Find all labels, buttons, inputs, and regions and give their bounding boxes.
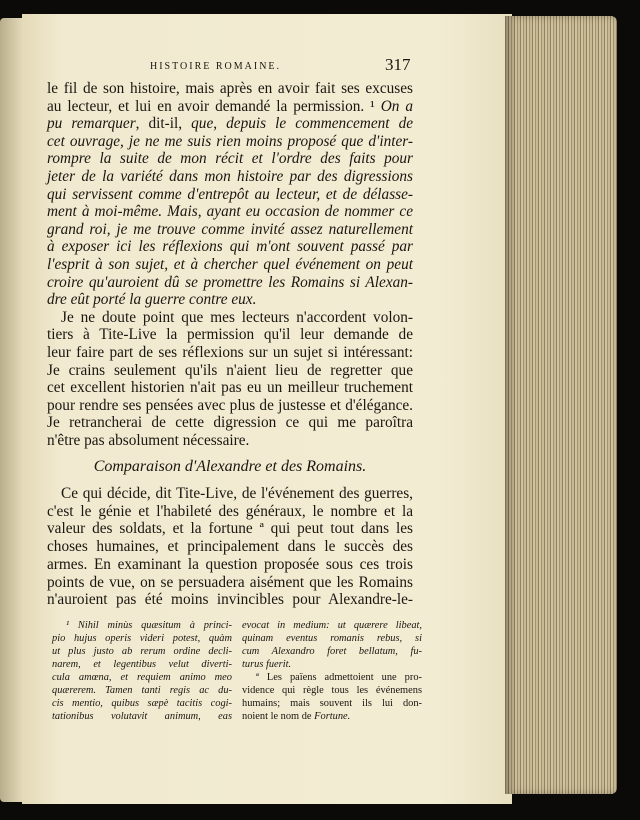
text: leur faire part de ses réflexions sur un sujet si intéressant: bbox=[47, 343, 413, 361]
footnote-right-column bbox=[242, 619, 422, 723]
italic-text: cet ouvrage, je ne me suis rien moins proposé que d'inter- bbox=[47, 132, 413, 150]
text: pour rendre ses pensées avec plus de justesse et d'élégance. bbox=[47, 396, 413, 414]
text: ª Les païens admettoient une pro- bbox=[256, 672, 422, 683]
text-line bbox=[52, 684, 232, 697]
text-line bbox=[242, 632, 422, 645]
italic-text: tationibus volutavit animum, eas bbox=[52, 711, 232, 722]
text-line bbox=[242, 697, 422, 710]
text: cet excellent historien n'ait pas eu un meilleur truchement bbox=[47, 379, 413, 397]
page-stack-edges bbox=[505, 16, 617, 794]
text-line bbox=[47, 556, 413, 574]
italic-text: qui servissent comme d'entrepôt au lecteur, et de délasse- bbox=[47, 185, 413, 203]
text-line bbox=[47, 309, 413, 327]
section-heading: Comparaison d'Alexandre et des Romains. bbox=[93, 458, 367, 475]
text-line bbox=[47, 115, 413, 133]
italic-text: cula amœna, et requiem animo meo bbox=[52, 672, 232, 683]
text-line bbox=[47, 168, 413, 186]
text-line bbox=[242, 684, 422, 697]
text: noient le nom de bbox=[242, 711, 315, 722]
italic-text: cum Alexandro foret bellatum, fu- bbox=[242, 646, 422, 657]
italic-text: que bbox=[191, 115, 214, 133]
text-line bbox=[47, 150, 413, 168]
text: Je retrancherai de cette digression ce qui me paroîtra bbox=[47, 414, 413, 432]
text-line bbox=[47, 80, 413, 98]
italic-text: depuis le commencement de bbox=[226, 115, 414, 133]
text-line bbox=[47, 379, 413, 397]
page-number: 317 bbox=[385, 55, 411, 74]
text-line bbox=[52, 645, 232, 658]
text: points de vue, on se persuadera aisément que les Romains bbox=[47, 573, 413, 591]
text: Je ne doute point que mes lecteurs n'accordent volon- bbox=[61, 308, 413, 326]
text-line bbox=[47, 591, 413, 609]
text-line bbox=[47, 414, 413, 432]
italic-text: dre eût porté la guerre contre eux. bbox=[47, 291, 257, 309]
text-line bbox=[242, 619, 422, 632]
text: , dit-il, bbox=[135, 115, 192, 133]
italic-text: quærerem. Tamen tanti regis ac du- bbox=[52, 685, 232, 696]
text-line bbox=[52, 658, 232, 671]
italic-text: croire qu'auroient dû se promettre les Romains si Alexan- bbox=[47, 273, 413, 291]
italic-text: Fortune. bbox=[314, 711, 351, 722]
text-line bbox=[52, 671, 232, 684]
text: , bbox=[213, 115, 227, 133]
italic-text: On a bbox=[380, 97, 414, 115]
text-line bbox=[47, 98, 413, 116]
text-line bbox=[47, 538, 413, 556]
italic-text: narem, et legentibus velut diverti- bbox=[52, 659, 232, 670]
text-line bbox=[47, 503, 413, 521]
text-line bbox=[52, 710, 232, 723]
text-line bbox=[47, 432, 413, 450]
text: vidence qui règle tous les événemens bbox=[242, 685, 422, 696]
text: Je crains seulement qu'ils n'aient lieu de regretter que bbox=[47, 361, 413, 379]
text: n'être pas absolument nécessaire. bbox=[47, 431, 250, 449]
text-line bbox=[47, 291, 413, 309]
text-line bbox=[47, 133, 413, 151]
text: au lecteur, et lui en avoir demandé la permission. ¹ bbox=[47, 97, 381, 115]
text-line bbox=[47, 520, 413, 538]
italic-text: l'esprit à son sujet, et à chercher quel événement on peut bbox=[47, 255, 413, 273]
text: n'auroient pas été moins invincibles pour Alexandre-le- bbox=[47, 591, 413, 609]
text-line bbox=[47, 326, 413, 344]
italic-text: evocat in medium: ut quærere libeat, bbox=[242, 620, 422, 631]
italic-text: ¹ Nihil minùs quæsitum à princi- bbox=[66, 620, 232, 631]
italic-text: cis mentio, quibus sæpè tacitis cogi- bbox=[52, 698, 232, 709]
text-line bbox=[47, 203, 413, 221]
text-line bbox=[52, 697, 232, 710]
text-line bbox=[242, 710, 422, 723]
italic-text: grand roi, je me trouve comme invité assez naturellement bbox=[47, 220, 413, 238]
italic-text: ut plus justo ab rerum ordine decli- bbox=[52, 646, 232, 657]
italic-text: turus fuerit. bbox=[242, 659, 292, 670]
paragraph-comparison bbox=[47, 485, 413, 609]
text-line bbox=[47, 574, 413, 592]
text-line bbox=[242, 671, 422, 684]
text-line bbox=[47, 274, 413, 292]
italic-text: quinam eventus romanis rebus, si bbox=[242, 633, 422, 644]
italic-text: à exposer ici les réflexions qui m'ont souvent passé par bbox=[47, 238, 413, 256]
italic-text: pu remarquer bbox=[47, 115, 136, 133]
facing-page-edge bbox=[0, 18, 24, 802]
text: le fil de son histoire, mais après en avoir fait ses excuses bbox=[47, 80, 413, 97]
text: humains; mais souvent ils lui don- bbox=[242, 698, 422, 709]
italic-text: jeter de la variété dans mon histoire par des digressions bbox=[47, 167, 413, 185]
text: Ce qui décide, dit Tite-Live, de l'événement des guerres, bbox=[61, 485, 413, 502]
italic-text: rompre la suite de mon récit et l'ordre des faits pour bbox=[47, 150, 413, 168]
text-line bbox=[242, 658, 422, 671]
text-line bbox=[47, 485, 413, 503]
body-text bbox=[47, 80, 413, 449]
text-line bbox=[47, 344, 413, 362]
italic-text: ment à moi-même. Mais, ayant eu occasion de nommer ce bbox=[47, 203, 413, 221]
text: tiers à Tite-Live la permission qu'il leur demande de bbox=[47, 326, 413, 344]
text-line bbox=[242, 645, 422, 658]
text: c'est le génie et l'habileté des généraux, le nombre et la bbox=[47, 502, 413, 520]
text-line bbox=[47, 186, 413, 204]
footnote-left-column bbox=[52, 619, 232, 723]
text-line bbox=[47, 256, 413, 274]
running-title: HISTOIRE ROMAINE. bbox=[150, 61, 282, 72]
text-line bbox=[47, 397, 413, 415]
text-line bbox=[47, 362, 413, 380]
text: valeur des soldats, et la fortune ª qui peut tout dans les bbox=[47, 520, 413, 538]
text-line bbox=[52, 619, 232, 632]
text-line bbox=[47, 221, 413, 239]
text: armes. En examinant la question proposée sous ces trois bbox=[47, 555, 413, 573]
text: choses humaines, et principalement dans le succès des bbox=[47, 538, 413, 556]
text-line bbox=[52, 632, 232, 645]
italic-text: pio hujus operis videri potest, quàm bbox=[52, 633, 232, 644]
text-line bbox=[47, 238, 413, 256]
